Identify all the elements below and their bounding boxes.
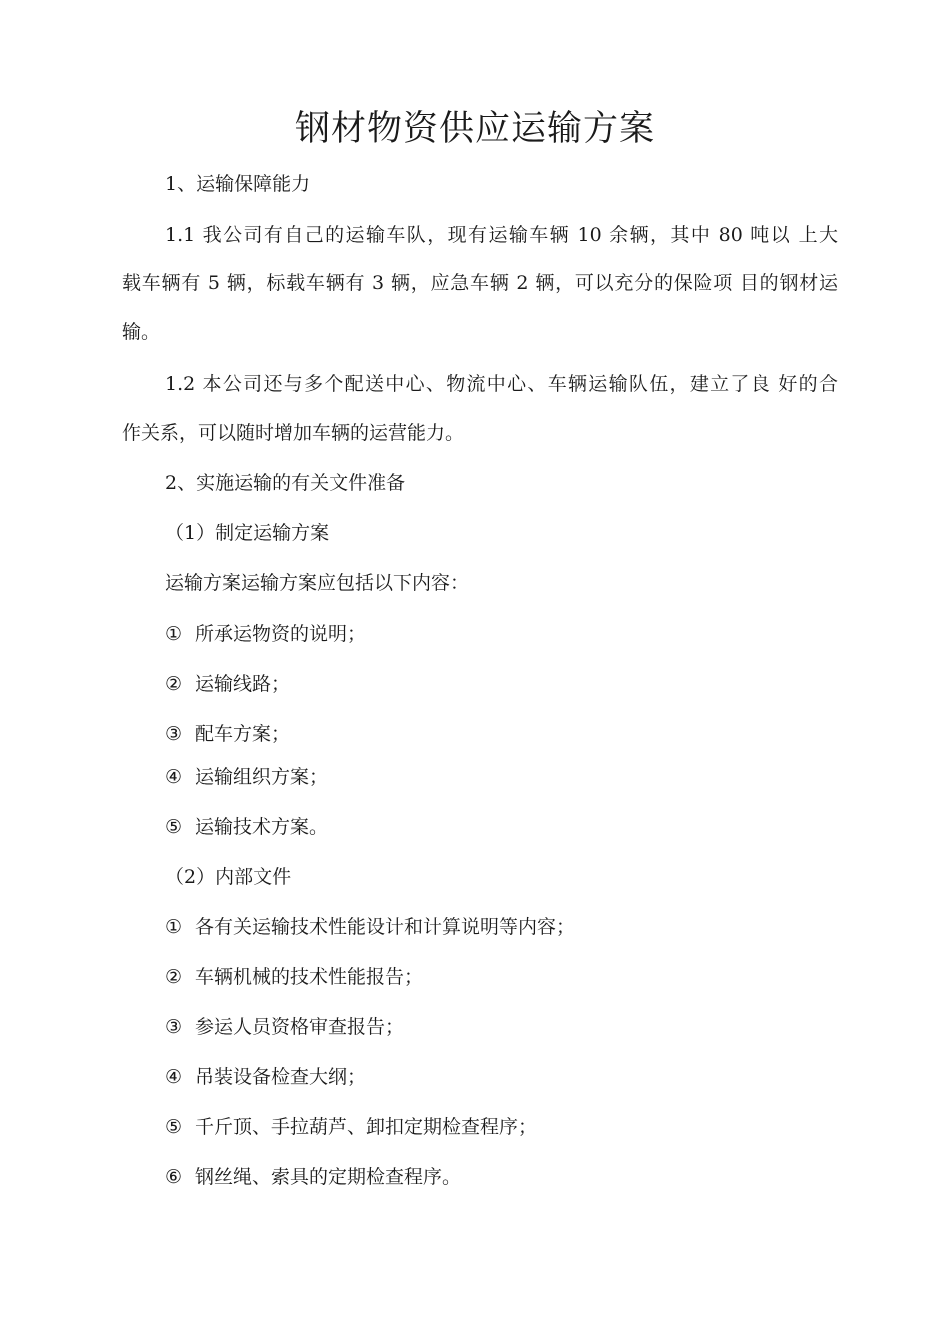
document-title: 钢材物资供应运输方案 bbox=[294, 109, 655, 149]
list-item-number: ② bbox=[165, 966, 183, 988]
section-2-heading: 2、实施运输的有关文件准备 bbox=[165, 472, 406, 494]
list-item-text: 运输线路； bbox=[195, 673, 291, 695]
subsection-2-heading: （2）内部文件 bbox=[165, 866, 292, 888]
list-item-number: ③ bbox=[165, 723, 183, 745]
list-item-number: ④ bbox=[165, 766, 183, 788]
list-item-number: ③ bbox=[165, 1016, 183, 1038]
list-item-number: ① bbox=[165, 623, 183, 645]
section-1-heading: 1、运输保障能力 bbox=[165, 173, 311, 195]
list-item-number: ⑥ bbox=[165, 1166, 183, 1188]
list-item-number: ⑤ bbox=[165, 1116, 183, 1138]
list-item-text: 运输技术方案。 bbox=[195, 816, 329, 838]
list-item-text: 吊装设备检查大纲； bbox=[195, 1066, 367, 1088]
list-item bbox=[165, 670, 290, 698]
paragraph-1-1-line-3: 输。 bbox=[122, 321, 161, 343]
paragraph-1-2-line-2: 作关系，可以随时增加车辆的运营能力。 bbox=[122, 422, 465, 444]
list-item-text: 参运人员资格审查报告； bbox=[195, 1016, 405, 1038]
list-item bbox=[165, 620, 366, 648]
subsection-1-intro: 运输方案运输方案应包括以下内容： bbox=[165, 572, 470, 594]
list-item-text: 各有关运输技术性能设计和计算说明等内容； bbox=[195, 916, 576, 938]
list-item-number: ② bbox=[165, 673, 183, 695]
list-item bbox=[165, 913, 575, 941]
paragraph-1-1-line-2: 载车辆有 5 辆，标载车辆有 3 辆，应急车辆 2 辆，可以充分的保险项 目的钢材运 bbox=[122, 272, 838, 294]
paragraph-1-1-line-1: 1.1 我公司有自己的运输车队，现有运输车辆 10 余辆，其中 80 吨以 上大 bbox=[165, 224, 838, 246]
list-item-text: 千斤顶、手拉葫芦、卸扣定期检查程序； bbox=[195, 1116, 538, 1138]
list-item-text: 钢丝绳、索具的定期检查程序。 bbox=[195, 1166, 462, 1188]
paragraph-1-2-line-1: 1.2 本公司还与多个配送中心、物流中心、车辆运输队伍，建立了良 好的合 bbox=[165, 373, 838, 395]
list-item-number: ④ bbox=[165, 1066, 183, 1088]
list-item bbox=[165, 1013, 404, 1041]
list-item-text: 运输组织方案； bbox=[195, 766, 329, 788]
subsection-1-heading: （1）制定运输方案 bbox=[165, 522, 330, 544]
list-item-text: 所承运物资的说明； bbox=[195, 623, 367, 645]
list-item bbox=[165, 1113, 537, 1141]
list-item bbox=[165, 763, 328, 791]
list-item-text: 配车方案； bbox=[195, 723, 291, 745]
list-item-number: ① bbox=[165, 916, 183, 938]
list-item bbox=[165, 963, 423, 991]
list-item bbox=[165, 1163, 461, 1191]
list-item-text: 车辆机械的技术性能报告； bbox=[195, 966, 424, 988]
list-item bbox=[165, 813, 328, 841]
list-item-number: ⑤ bbox=[165, 816, 183, 838]
list-item bbox=[165, 720, 290, 748]
list-item bbox=[165, 1063, 366, 1091]
